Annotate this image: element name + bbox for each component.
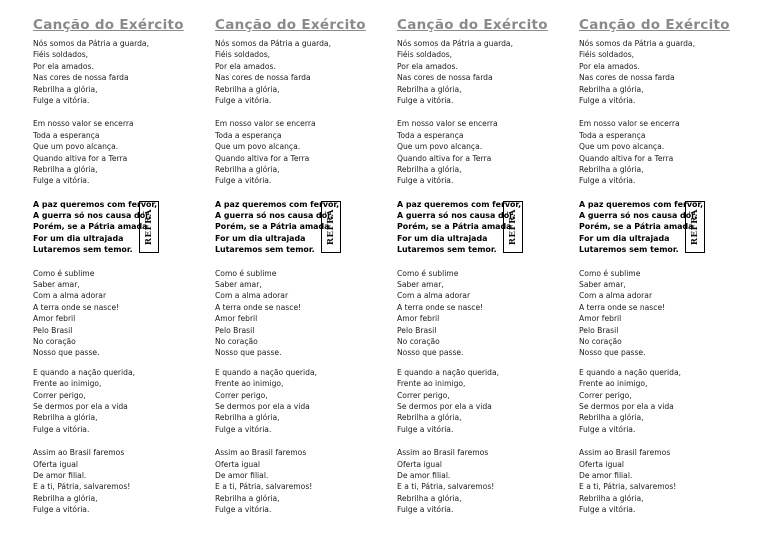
lyric-line: Fulge a vitória. bbox=[215, 505, 272, 515]
lyric-line: Se dermos por ela a vida bbox=[579, 401, 674, 411]
lyric-line: No coração bbox=[579, 336, 622, 346]
lyric-line: Por ela amados. bbox=[215, 61, 276, 71]
lyric-line: Que um povo alcança. bbox=[397, 142, 483, 152]
stanza-3 bbox=[397, 268, 569, 359]
lyric-line: Pelo Brasil bbox=[33, 325, 73, 335]
lyric-line: Fulge a vitória. bbox=[397, 95, 454, 105]
refrain-block bbox=[397, 199, 569, 256]
lyric-line: No coração bbox=[397, 336, 440, 346]
stanza-2 bbox=[579, 118, 751, 186]
refrain-lines bbox=[397, 199, 569, 256]
lyric-line: Que um povo alcança. bbox=[33, 142, 119, 152]
refrain-label: REFRÃ bbox=[508, 208, 518, 245]
lyric-line: Pelo Brasil bbox=[579, 325, 619, 335]
stanza-3 bbox=[215, 268, 387, 359]
lyric-line: Nosso que passe. bbox=[215, 348, 282, 358]
lyric-line: A paz queremos com fervor, bbox=[397, 199, 522, 209]
stanza-2 bbox=[33, 118, 205, 186]
stanza-4 bbox=[33, 367, 205, 435]
lyric-line: Porém, se a Pátria amada bbox=[397, 222, 512, 232]
lyric-line: Rebrilha a glória, bbox=[215, 84, 280, 94]
lyric-line: Fulge a vitória. bbox=[33, 176, 90, 186]
lyric-line: A guerra só nos causa dor. bbox=[215, 211, 333, 221]
song-title: Canção do Exército bbox=[215, 17, 366, 33]
lyric-line: E quando a nação querida, bbox=[397, 367, 500, 377]
lyric-line: Fulge a vitória. bbox=[397, 176, 454, 186]
lyric-line: Rebrilha a glória, bbox=[579, 164, 644, 174]
lyric-line: Porém, se a Pátria amada bbox=[579, 222, 694, 232]
lyric-line: A paz queremos com fervor, bbox=[579, 199, 704, 209]
lyric-line: Quando altiva for a Terra bbox=[33, 153, 128, 163]
lyric-line: Fiéis soldados, bbox=[579, 50, 635, 60]
refrain-label-box bbox=[139, 201, 159, 253]
refrain-lines bbox=[215, 199, 387, 256]
lyric-line: E quando a nação querida, bbox=[33, 367, 136, 377]
lyric-line: Em nosso valor se encerra bbox=[397, 119, 498, 129]
lyric-line: For um dia ultrajada bbox=[215, 233, 306, 243]
refrain-block bbox=[33, 199, 205, 256]
lyric-line: Porém, se a Pátria amada bbox=[33, 222, 148, 232]
song-column-2 bbox=[215, 14, 387, 527]
lyric-line: Fulge a vitória. bbox=[579, 176, 636, 186]
song-title: Canção do Exército bbox=[579, 17, 730, 33]
lyric-line: Fulge a vitória. bbox=[33, 95, 90, 105]
lyric-line: A terra onde se nasce! bbox=[215, 302, 302, 312]
stanza-2 bbox=[215, 118, 387, 186]
lyric-line: Como é sublime bbox=[579, 268, 641, 278]
stanza-5 bbox=[579, 447, 751, 515]
lyric-line: Assim ao Brasil faremos bbox=[397, 448, 489, 458]
song-column-3 bbox=[397, 14, 569, 527]
lyric-line: Lutaremos sem temor. bbox=[33, 245, 133, 255]
lyric-line: A guerra só nos causa dor. bbox=[579, 211, 697, 221]
lyric-line: Fulge a vitória. bbox=[33, 505, 90, 515]
refrain-label-box bbox=[503, 201, 523, 253]
stanza-2 bbox=[397, 118, 569, 186]
lyric-line: Amor febril bbox=[33, 314, 76, 324]
lyric-line: Toda a esperança bbox=[215, 130, 282, 140]
lyric-line: Nosso que passe. bbox=[397, 348, 464, 358]
lyric-line: Por ela amados. bbox=[397, 61, 458, 71]
lyric-line: Nas cores de nossa farda bbox=[397, 73, 493, 83]
lyric-line: Correr perigo, bbox=[215, 390, 268, 400]
lyric-line: A guerra só nos causa dor. bbox=[397, 211, 515, 221]
lyric-line: Saber amar, bbox=[33, 280, 80, 290]
lyric-line: Oferta igual bbox=[397, 459, 442, 469]
lyric-line: Com a alma adorar bbox=[215, 291, 289, 301]
stanza-4 bbox=[397, 367, 569, 435]
lyric-line: Nas cores de nossa farda bbox=[215, 73, 311, 83]
lyric-line: Em nosso valor se encerra bbox=[33, 119, 134, 129]
lyric-line: Fulge a vitória. bbox=[579, 424, 636, 434]
stanza-5 bbox=[215, 447, 387, 515]
lyric-line: E quando a nação querida, bbox=[579, 367, 682, 377]
lyric-line: Se dermos por ela a vida bbox=[397, 401, 492, 411]
lyric-line: Fulge a vitória. bbox=[215, 95, 272, 105]
lyric-line: Lutaremos sem temor. bbox=[579, 245, 679, 255]
lyric-line: Toda a esperança bbox=[579, 130, 646, 140]
lyric-line: Toda a esperança bbox=[33, 130, 100, 140]
lyric-line: For um dia ultrajada bbox=[33, 233, 124, 243]
lyric-line: Por ela amados. bbox=[33, 61, 94, 71]
lyric-line: Frente ao inimigo, bbox=[33, 379, 102, 389]
lyric-line: Com a alma adorar bbox=[33, 291, 107, 301]
stanza-4 bbox=[215, 367, 387, 435]
lyric-line: Pelo Brasil bbox=[397, 325, 437, 335]
lyric-line: Rebrilha a glória, bbox=[397, 164, 462, 174]
lyric-line: Rebrilha a glória, bbox=[579, 493, 644, 503]
lyric-line: Nós somos da Pátria a guarda, bbox=[215, 39, 331, 48]
lyric-line: Saber amar, bbox=[397, 280, 444, 290]
lyric-line: Nós somos da Pátria a guarda, bbox=[33, 39, 149, 48]
lyric-line: A paz queremos com fervor, bbox=[215, 199, 340, 209]
lyric-line: No coração bbox=[215, 336, 258, 346]
lyric-line: Rebrilha a glória, bbox=[215, 413, 280, 423]
refrain-label: REFRÃ bbox=[326, 208, 336, 245]
lyric-line: Correr perigo, bbox=[397, 390, 450, 400]
lyric-line: Nas cores de nossa farda bbox=[579, 73, 675, 83]
lyric-line: Rebrilha a glória, bbox=[579, 84, 644, 94]
lyric-line: Rebrilha a glória, bbox=[33, 413, 98, 423]
lyric-line: Amor febril bbox=[397, 314, 440, 324]
lyric-line: A terra onde se nasce! bbox=[33, 302, 120, 312]
lyric-line: Se dermos por ela a vida bbox=[33, 401, 128, 411]
lyric-line: E a ti, Pátria, salvaremos! bbox=[33, 482, 131, 492]
lyric-line: Correr perigo, bbox=[579, 390, 632, 400]
lyric-line: Amor febril bbox=[579, 314, 622, 324]
lyric-line: Porém, se a Pátria amada bbox=[215, 222, 330, 232]
lyric-line: Como é sublime bbox=[215, 268, 277, 278]
lyric-line: Toda a esperança bbox=[397, 130, 464, 140]
lyric-line: Rebrilha a glória, bbox=[33, 84, 98, 94]
song-column-4 bbox=[579, 14, 751, 527]
lyric-line: Rebrilha a glória, bbox=[215, 493, 280, 503]
refrain-label: REFRÃ bbox=[690, 208, 700, 245]
lyric-line: A guerra só nos causa dor. bbox=[33, 211, 151, 221]
lyric-line: Rebrilha a glória, bbox=[33, 493, 98, 503]
refrain-lines bbox=[33, 199, 205, 256]
lyric-line: Fiéis soldados, bbox=[33, 50, 89, 60]
lyric-line: Rebrilha a glória, bbox=[397, 413, 462, 423]
lyric-line: No coração bbox=[33, 336, 76, 346]
lyric-line: A terra onde se nasce! bbox=[579, 302, 666, 312]
lyric-line: Fulge a vitória. bbox=[215, 424, 272, 434]
stanza-4 bbox=[579, 367, 751, 435]
refrain-block bbox=[215, 199, 387, 256]
lyric-line: Pelo Brasil bbox=[215, 325, 255, 335]
lyric-line: Nosso que passe. bbox=[579, 348, 646, 358]
lyric-line: Por ela amados. bbox=[579, 61, 640, 71]
lyric-line: For um dia ultrajada bbox=[397, 233, 488, 243]
lyric-line: Oferta igual bbox=[215, 459, 260, 469]
lyric-line: Rebrilha a glória, bbox=[579, 413, 644, 423]
lyric-line: Lutaremos sem temor. bbox=[397, 245, 497, 255]
lyric-line: Correr perigo, bbox=[33, 390, 86, 400]
lyric-line: A terra onde se nasce! bbox=[397, 302, 484, 312]
lyric-line: Quando altiva for a Terra bbox=[579, 153, 674, 163]
lyric-line: Amor febril bbox=[215, 314, 258, 324]
lyric-line: Fulge a vitória. bbox=[579, 95, 636, 105]
lyric-line: Fulge a vitória. bbox=[397, 424, 454, 434]
refrain-lines bbox=[579, 199, 751, 256]
lyric-line: De amor filial. bbox=[215, 470, 269, 480]
lyric-line: E a ti, Pátria, salvaremos! bbox=[397, 482, 495, 492]
stanza-5 bbox=[397, 447, 569, 515]
lyric-line: Fulge a vitória. bbox=[33, 424, 90, 434]
lyric-line: Rebrilha a glória, bbox=[33, 164, 98, 174]
lyric-line: Assim ao Brasil faremos bbox=[33, 448, 125, 458]
lyric-line: Assim ao Brasil faremos bbox=[579, 448, 671, 458]
stanza-3 bbox=[579, 268, 751, 359]
lyric-line: E quando a nação querida, bbox=[215, 367, 318, 377]
lyric-line: Fiéis soldados, bbox=[397, 50, 453, 60]
lyric-line: Que um povo alcança. bbox=[579, 142, 665, 152]
lyric-line: Saber amar, bbox=[579, 280, 626, 290]
stanza-1 bbox=[215, 38, 387, 106]
stanza-5 bbox=[33, 447, 205, 515]
lyric-line: Nas cores de nossa farda bbox=[33, 73, 129, 83]
lyric-line: Rebrilha a glória, bbox=[397, 493, 462, 503]
lyric-line: Em nosso valor se encerra bbox=[579, 119, 680, 129]
song-column-1 bbox=[33, 14, 205, 527]
stanza-1 bbox=[33, 38, 205, 106]
song-title: Canção do Exército bbox=[397, 17, 548, 33]
lyric-line: E a ti, Pátria, salvaremos! bbox=[215, 482, 313, 492]
lyric-line: E a ti, Pátria, salvaremos! bbox=[579, 482, 677, 492]
lyric-line: Rebrilha a glória, bbox=[397, 84, 462, 94]
lyric-line: Que um povo alcança. bbox=[215, 142, 301, 152]
lyric-line: For um dia ultrajada bbox=[579, 233, 670, 243]
lyric-line: Com a alma adorar bbox=[397, 291, 471, 301]
stanza-1 bbox=[397, 38, 569, 106]
lyric-line: Nós somos da Pátria a guarda, bbox=[579, 39, 695, 48]
lyric-line: Assim ao Brasil faremos bbox=[215, 448, 307, 458]
refrain-label: REFRÃ bbox=[144, 208, 154, 245]
refrain-block bbox=[579, 199, 751, 256]
lyric-line: Saber amar, bbox=[215, 280, 262, 290]
lyric-line: Fulge a vitória. bbox=[397, 505, 454, 515]
lyric-line: Como é sublime bbox=[397, 268, 459, 278]
lyric-line: De amor filial. bbox=[397, 470, 451, 480]
lyric-line: Em nosso valor se encerra bbox=[215, 119, 316, 129]
refrain-label-box bbox=[685, 201, 705, 253]
lyric-line: Nosso que passe. bbox=[33, 348, 100, 358]
lyric-line: Oferta igual bbox=[579, 459, 624, 469]
lyric-line: De amor filial. bbox=[579, 470, 633, 480]
stanza-3 bbox=[33, 268, 205, 359]
refrain-label-box bbox=[321, 201, 341, 253]
lyric-line: Fulge a vitória. bbox=[579, 505, 636, 515]
lyric-line: Quando altiva for a Terra bbox=[397, 153, 492, 163]
song-title: Canção do Exército bbox=[33, 17, 184, 33]
lyric-line: Com a alma adorar bbox=[579, 291, 653, 301]
lyric-line: Fiéis soldados, bbox=[215, 50, 271, 60]
lyric-line: Quando altiva for a Terra bbox=[215, 153, 310, 163]
lyric-line: Frente ao inimigo, bbox=[215, 379, 284, 389]
lyric-line: Frente ao inimigo, bbox=[397, 379, 466, 389]
lyric-line: De amor filial. bbox=[33, 470, 87, 480]
lyric-line: Frente ao inimigo, bbox=[579, 379, 648, 389]
lyric-line: A paz queremos com fervor, bbox=[33, 199, 158, 209]
lyric-line: Nós somos da Pátria a guarda, bbox=[397, 39, 513, 48]
lyric-line: Rebrilha a glória, bbox=[215, 164, 280, 174]
lyric-line: Oferta igual bbox=[33, 459, 78, 469]
stanza-1 bbox=[579, 38, 751, 106]
lyric-line: Como é sublime bbox=[33, 268, 95, 278]
lyric-line: Se dermos por ela a vida bbox=[215, 401, 310, 411]
lyric-line: Fulge a vitória. bbox=[215, 176, 272, 186]
lyric-line: Lutaremos sem temor. bbox=[215, 245, 315, 255]
